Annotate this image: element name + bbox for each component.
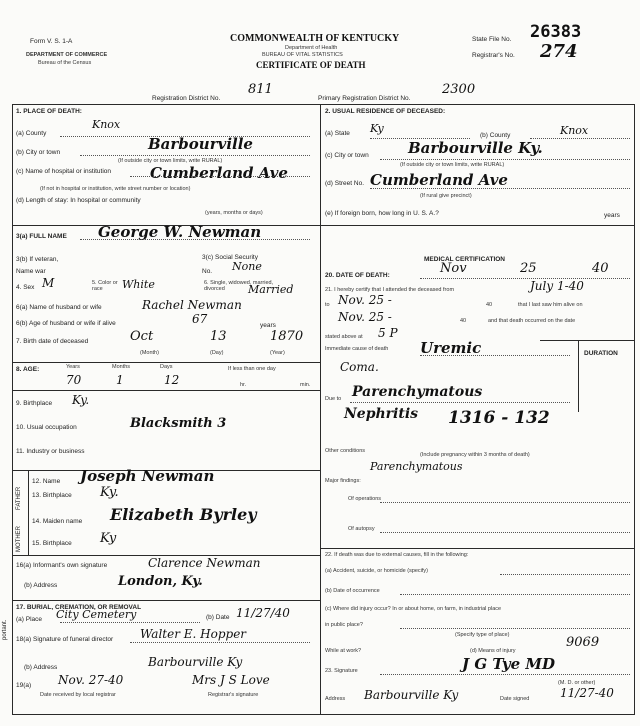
spouse: Rachel Newman (142, 298, 242, 312)
means-value: 9069 (566, 635, 600, 650)
operations-label: Of operations (348, 496, 382, 502)
social-label: 3(c) Social Security (202, 254, 258, 261)
other-label: Other conditions (325, 448, 366, 454)
external-label: 22. If death was due to external causes, fill in the following: (325, 552, 469, 558)
where-label: (c) Where did injury occur? In or about home, on farm, in industrial place (325, 606, 502, 612)
informant-address: London, Ky. (118, 574, 203, 589)
birth-day-label: (Day) (210, 350, 224, 356)
age-months: 1 (116, 373, 124, 387)
res-state-label: (a) State (325, 130, 350, 137)
res-city-note: (If outside city or town limits, write RURAL) (400, 162, 505, 168)
public-label: in public place? (325, 622, 363, 628)
spouse-age-unit: years (260, 322, 276, 329)
sex-label: 4. Sex (16, 284, 35, 291)
burial-place: City Cemetery (56, 608, 137, 621)
res-county-label: (b) County (480, 132, 511, 139)
autopsy-label: Of autopsy (348, 526, 375, 532)
burial-date-label: (b) Date (206, 614, 230, 621)
state-file-number: 26383 (530, 22, 582, 42)
burial-heading: 17. BURIAL, CREMATION, OR REMOVAL (16, 604, 142, 611)
father-birth: Ky. (100, 485, 119, 500)
side-margin-label: portant. (2, 619, 8, 640)
age-days: 12 (164, 373, 180, 387)
due-code: 1316 - 132 (448, 408, 550, 428)
res-street: Cumberland Ave (370, 171, 508, 189)
death-city-label: (b) City or town (16, 149, 61, 156)
res-city: Barbourville Ky. (408, 139, 543, 157)
name-war-label: Name war (16, 268, 46, 275)
death-county: Knox (92, 118, 121, 131)
social-no-label: No. (202, 268, 213, 275)
birth-day: 13 (210, 329, 227, 344)
last-saw: Nov. 25 - (338, 310, 392, 324)
color-label: 5. Color or race (92, 280, 118, 292)
age-years: 70 (66, 373, 82, 387)
department-label: DEPARTMENT OF COMMERCE (26, 52, 108, 58)
hr-label: hr. (240, 382, 247, 388)
age-label: 8. AGE: (16, 366, 40, 373)
dept-health-label: Department of Health (285, 45, 338, 51)
date-signed: 11/27-40 (560, 686, 614, 700)
date-signed-label: Date signed (500, 696, 530, 702)
veteran-label: 3(b) If veteran, (16, 256, 59, 263)
state-file-label: State File No. (472, 36, 512, 43)
last-saw-year: 40 (460, 318, 467, 324)
registrar-signature: Mrs J S Love (192, 673, 270, 687)
physician-address-label: Address (325, 696, 346, 702)
age-years-label: Years (66, 364, 80, 370)
full-name-label: 3(a) FULL NAME (16, 233, 67, 240)
spouse-age: 67 (192, 312, 208, 326)
physician-signature: J G Tye MD (462, 655, 555, 673)
filed-date: Nov. 27-40 (58, 673, 124, 687)
director-address-label: (b) Address (24, 664, 58, 671)
occupation: Blacksmith 3 (130, 416, 227, 431)
md-label: (M. D. or other) (558, 680, 596, 686)
full-name: George W. Newman (98, 223, 262, 241)
last-saw-label: that I last saw him alive on (518, 302, 583, 308)
mother-name-label: 14. Maiden name (32, 518, 83, 525)
father-name-label: 12. Name (32, 478, 61, 485)
occurrence-label: (b) Date of occurrence (325, 588, 380, 594)
work-label: While at work? (325, 648, 362, 654)
stay-units: (years, months or days) (205, 210, 263, 216)
stay-label: (d) Length of stay: In hospital or community (16, 197, 141, 204)
burial-place-label: (a) Place (16, 616, 43, 623)
father-name: Joseph Newman (80, 467, 215, 485)
director-signature: Walter E. Hopper (140, 627, 247, 641)
death-city-note: (If outside city or town limits, write RURAL) (118, 158, 223, 164)
primary-district-label: Primary Registration District No. (318, 95, 411, 102)
reg-district-label: Registration District No. (152, 95, 221, 102)
marital: Married (248, 283, 294, 296)
certificate-title: CERTIFICATE OF DEATH (256, 60, 366, 70)
director-label: 18(a) Signature of funeral director (16, 636, 114, 643)
bureau-label: Bureau of the Census (38, 60, 92, 66)
res-street-label: (d) Street No. (325, 180, 365, 187)
death-city: Barbourville (148, 135, 253, 153)
less-day-label: If less than one day (228, 366, 276, 372)
sex: M (42, 276, 55, 290)
birthplace: Ky. (72, 393, 90, 407)
registrar-label: Registrar's No. (472, 52, 515, 59)
birth-year: 1870 (270, 329, 304, 344)
min-label: min. (300, 382, 311, 388)
due-cause: Parenchymatous (352, 384, 483, 400)
death-time: 5 P (378, 326, 398, 340)
residence-heading: 2. USUAL RESIDENCE OF DECEASED: (325, 108, 446, 115)
father-birth-label: 13. Birthplace (32, 492, 72, 499)
other-conditions: Parenchymatous (370, 460, 463, 473)
commonwealth-title: COMMONWEALTH OF KENTUCKY (230, 33, 400, 44)
res-city-label: (c) City or town (325, 152, 369, 159)
attended-text: 21. I hereby certify that I attended the deceased from (325, 287, 455, 293)
spouse-age-label: 6(b) Age of husband or wife if alive (16, 320, 116, 327)
signature-label: 23. Signature (325, 668, 358, 674)
occupation-label: 10. Usual occupation (16, 424, 77, 431)
mother-name: Elizabeth Byrley (110, 505, 257, 524)
place-of-death-heading: 1. PLACE OF DEATH: (16, 108, 82, 115)
industry-label: 11. Industry or business (16, 448, 85, 455)
medical-heading: MEDICAL CERTIFICATION (424, 256, 506, 263)
mother-birth-label: 15. Birthplace (32, 540, 72, 547)
major-findings-label: Major findings: (325, 478, 361, 484)
immediate-cause: Uremic (420, 339, 482, 357)
informant-signature: Clarence Newman (148, 556, 261, 570)
burial-date: 11/27/40 (236, 606, 290, 620)
filed-note: Date received by local registrar (40, 692, 116, 698)
informant-address-label: (b) Address (24, 582, 58, 589)
immediate-label: Immediate cause of death (325, 346, 389, 352)
mother-birth: Ky (100, 531, 117, 546)
primary-district-number: 2300 (442, 82, 476, 97)
rural-note: (If rural give precinct) (420, 193, 472, 199)
attended-to-year: 40 (486, 302, 493, 308)
age-days-label: Days (160, 364, 173, 370)
duration-label: DURATION (584, 350, 618, 357)
mother-side-label: MOTHER (16, 526, 22, 552)
age-months-label: Months (112, 364, 131, 370)
reg-district-number: 811 (248, 82, 273, 97)
form-number: Form V. S. 1-A (30, 38, 73, 45)
means-label: (d) Means of injury (470, 648, 516, 654)
birthplace-label: 9. Birthplace (16, 400, 53, 407)
accident-label: (a) Accident, suicide, or homicide (specify) (325, 568, 429, 574)
birth-month-label: (Month) (140, 350, 159, 356)
death-hospital-label: (c) Name of hospital or institution (16, 168, 112, 175)
father-side-label: FATHER (16, 486, 22, 510)
spouse-label: 6(a) Name of husband or wife (16, 304, 102, 311)
social-no: None (232, 260, 262, 273)
immediate-cause-2: Coma. (340, 360, 379, 374)
attended-to: Nov. 25 - (338, 293, 392, 307)
death-hospital-note: (If not in hospital or institution, write street number or location) (40, 186, 191, 192)
specify-place-label: (Specify type of place) (455, 632, 510, 638)
due-label: Due to (325, 396, 342, 402)
foreign-label: (e) If foreign born, how long in U. S. A.? (325, 210, 439, 217)
res-state: Ky (370, 122, 384, 135)
filed-label: 19(a) (16, 682, 32, 689)
physician-address: Barbourville Ky (364, 688, 459, 702)
death-hospital: Cumberland Ave (150, 164, 288, 182)
attended-from: July 1-40 (530, 279, 584, 293)
bureau-vital-label: BUREAU OF VITAL STATISTICS (262, 52, 343, 58)
registrar-number: 274 (540, 41, 578, 62)
informant-label: 16(a) Informant's own signature (16, 562, 108, 569)
due-cause-2: Nephritis (344, 406, 419, 422)
registrar-note: Registrar's signature (208, 692, 259, 698)
death-month: Nov (440, 261, 467, 276)
res-county: Knox (560, 124, 589, 137)
birth-year-label: (Year) (270, 350, 285, 356)
death-county-label: (a) County (16, 130, 47, 137)
stated-label: stated above at (325, 334, 363, 340)
death-occurred-label: and that death occurred on the date (488, 318, 576, 324)
pregnancy-note: (Include pregnancy within 3 months of death) (420, 452, 530, 458)
color: White (122, 278, 155, 291)
death-day: 25 (520, 261, 537, 276)
attended-to-label: to (325, 302, 330, 308)
death-year: 40 (592, 261, 609, 276)
foreign-years: years (604, 212, 620, 219)
birth-date-label: 7. Birth date of deceased (16, 338, 89, 345)
director-address: Barbourville Ky (148, 655, 243, 669)
marital-label: 6. Single, widowed, married, divorced (204, 280, 274, 292)
birth-month: Oct (130, 329, 154, 344)
death-date-label: 20. DATE OF DEATH: (325, 272, 390, 279)
